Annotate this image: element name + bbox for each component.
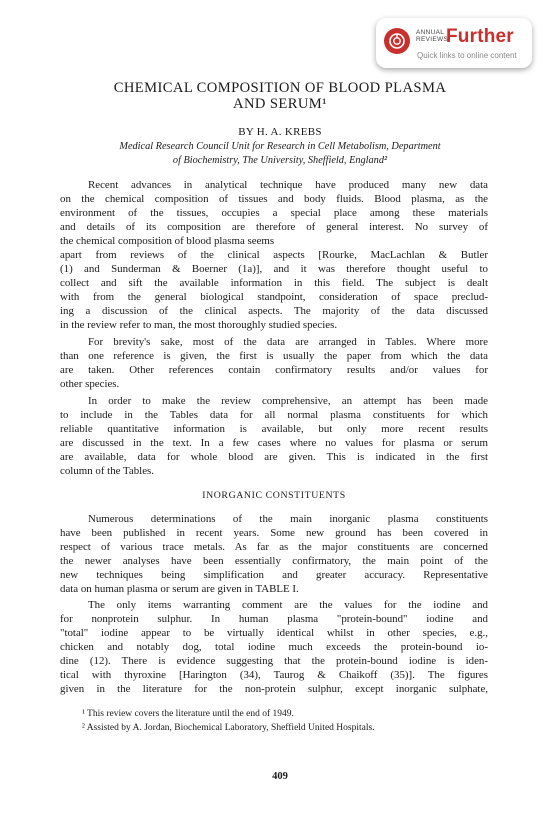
badge-subtitle: Quick links to online content — [417, 51, 517, 60]
text-line: Numerous determinations of the main inorganic plasma constituents — [88, 513, 488, 525]
text-line: collect and sift the available information in this field. The subject is dealt — [60, 277, 488, 289]
text-line: to include in the Tables data for all normal plasma constituents for which — [60, 409, 488, 421]
text-line: in the review refer to man, the most thoroughly studied species. — [60, 319, 338, 331]
text-line: The only items warranting comment are the values for the iodine and — [88, 599, 488, 611]
annual-reviews-further-badge[interactable] — [376, 18, 532, 68]
text-line: For brevity's sake, most of the data are arranged in Tables. Where more — [88, 336, 488, 348]
text-line: with from the general biological standpoint, consideration of space preclud- — [60, 291, 488, 303]
text-line: are taken. Other references contain confirmatory results and/or values for — [60, 364, 488, 376]
badge-title: Further — [446, 26, 514, 47]
text-line: ing a discussion of the clinical aspects. The majority of the data discussed — [60, 305, 488, 317]
text-line: dine (12). There is evidence suggesting that the protein-bound iodine is iden- — [60, 655, 488, 667]
affiliation-line-2: of Biochemistry, The University, Sheffield, England² — [172, 155, 388, 166]
article-title-line-1: CHEMICAL COMPOSITION OF BLOOD PLASMA — [113, 80, 447, 96]
page-number: 409 — [272, 771, 288, 782]
text-line: given in the literature for the non-protein sulphur, except inorganic sulphate, — [60, 683, 488, 695]
text-line: data on human plasma or serum are given in TABLE I. — [60, 583, 299, 595]
footnote-2: ² Assisted by A. Jordan, Biochemical Laboratory, Sheffield United Hospitals. — [82, 723, 375, 733]
text-line: "total" iodine appear to be virtually identical whilst in other species, e.g., — [60, 627, 488, 639]
section-heading: INORGANIC CONSTITUENTS — [202, 490, 346, 501]
text-line: column of the Tables. — [60, 465, 155, 477]
text-line: the newer analyses have been essentially confirmatory, the main point of the — [60, 555, 488, 567]
text-line: In order to make the review comprehensive, an attempt has been made — [88, 395, 488, 407]
text-line: tical with thyroxine [Harington (34), Taurog & Chaikoff (35)]. The figures — [60, 669, 488, 681]
text-line: have been published in recent years. Some new ground has been covered in — [60, 527, 488, 539]
text-line: on the chemical composition of tissues and body fluids. Blood plasma, as the — [60, 193, 488, 205]
text-line: respect of various trace metals. As far as the major constituents are concerned — [60, 541, 488, 553]
article-author: BY H. A. KREBS — [238, 126, 322, 138]
text-line: and details of its composition are therefore of general interest. No survey of — [60, 221, 488, 233]
text-line: than one reference is given, the first is usually the paper from which the data — [60, 350, 488, 362]
text-line: apart from reviews of the clinical aspects [Rourke, MacLachlan & Butler — [60, 249, 488, 261]
text-line: are available, data for whole blood are given. This is indicated in the first — [60, 451, 488, 463]
footnote-1: ¹ This review covers the literature until the end of 1949. — [82, 709, 294, 719]
text-line: chicken and notably dog, total iodine much exceeds the protein-bound io- — [60, 641, 488, 653]
text-line: are discussed in the text. In a few cases where no values for plasma or serum — [60, 437, 488, 449]
text-line: for nonprotein sulphur. In human plasma "protein-bound" iodine and — [60, 613, 488, 625]
text-line: the chemical composition of blood plasma seems — [60, 235, 275, 247]
text-line: (1) and Sunderman & Boerner (1a)], and it was therefore thought useful to — [60, 263, 488, 275]
annual-reviews-logo-icon — [384, 28, 410, 54]
badge-publisher: ANNUAL REVIEWS — [416, 29, 449, 43]
affiliation-line-1: Medical Research Council Unit for Research in Cell Metabolism, Department — [119, 141, 441, 152]
text-line: new techniques being simplification and greater accuracy. Representative — [60, 569, 488, 581]
text-line: Recent advances in analytical technique have produced many new data — [88, 179, 488, 191]
article-title-line-2: AND SERUM¹ — [233, 96, 327, 112]
text-line: environment of the tissues, occupies a special place among these materials — [60, 207, 488, 219]
text-line: reliable quantitative information is available, but only more recent results — [60, 423, 488, 435]
text-line: other species. — [60, 378, 120, 390]
